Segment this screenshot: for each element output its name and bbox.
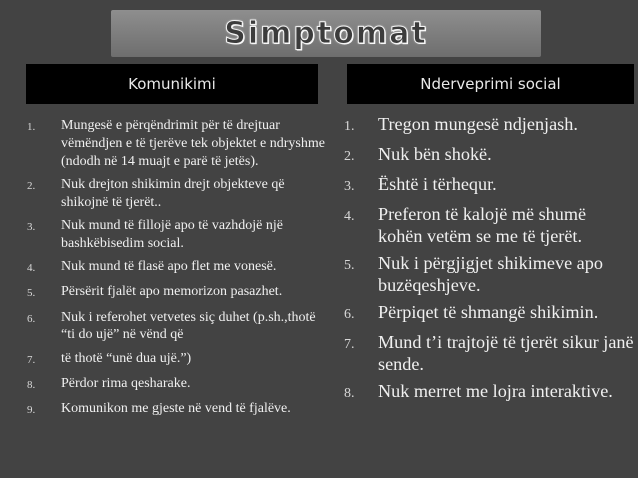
communication-list — [27, 117, 327, 426]
item-text: Mund t’i trajtojë të tjerët sikur janë sende. — [378, 332, 634, 374]
item-text: Komunikon me gjeste në vend të fjalëve. — [61, 401, 291, 417]
communication-item — [27, 217, 327, 253]
slide-title: Simptomat — [224, 16, 428, 51]
item-number: 7. — [27, 353, 36, 366]
social-interaction-item — [344, 380, 634, 405]
item-number: 4. — [27, 262, 36, 275]
communication-item — [27, 375, 327, 395]
communication-item — [27, 350, 327, 370]
communication-item — [27, 176, 327, 212]
item-text: Nuk mund të flasë apo flet me vonesë. — [61, 259, 277, 275]
item-text: Nuk drejton shikimin drejt objekteve që shikojnë të tjerët.. — [61, 176, 285, 210]
item-text: Mungesë e përqëndrimit për të drejtuar vëmëndjen e të tjerëve tek objektet e ndryshme (ndodh në 14 muajt e parë të jetës). — [61, 118, 325, 169]
communication-item — [27, 400, 327, 420]
item-text: Përsërit fjalët apo memorizon pasazhet. — [61, 284, 283, 300]
item-text: Preferon të kalojë më shumë kohën vetëm se me të tjerët. — [378, 204, 587, 246]
communication-item — [27, 117, 327, 170]
item-number: 5. — [344, 258, 355, 273]
item-number: 1. — [27, 121, 36, 133]
social-interaction-item — [344, 203, 634, 247]
item-number: 3. — [27, 220, 36, 233]
communication-item — [27, 258, 327, 278]
communication-item — [27, 309, 327, 345]
item-number: 7. — [344, 337, 355, 352]
item-number: 6. — [344, 307, 355, 322]
item-number: 4. — [344, 209, 355, 224]
communication-header-label: Komunikimi — [128, 75, 216, 93]
item-text: të thotë “unë dua ujë.”) — [61, 350, 192, 366]
item-text: Tregon mungesë ndjenjash. — [378, 114, 578, 134]
item-text: Nuk mund të fillojë apo të vazhdojë një bashkëbisedim social. — [61, 217, 283, 251]
item-number: 8. — [27, 379, 36, 392]
item-text: Nuk merret me lojra interaktive. — [378, 381, 613, 401]
item-number: 6. — [27, 312, 36, 325]
item-number: 3. — [344, 179, 355, 194]
social-interaction-header-label: Nderveprimi social — [420, 75, 561, 93]
item-text: Përpiqet të shmangë shikimin. — [378, 302, 599, 322]
social-interaction-item — [344, 143, 634, 168]
item-number: 8. — [344, 386, 355, 401]
social-interaction-item — [344, 173, 634, 198]
communication-item — [27, 283, 327, 303]
social-interaction-item — [344, 301, 634, 326]
item-number: 9. — [27, 404, 36, 417]
item-number: 2. — [27, 179, 36, 192]
item-text: Nuk i përgjigjet shikimeve apo buzëqeshjeve. — [378, 253, 603, 295]
item-text: Nuk bën shokë. — [378, 144, 492, 164]
social-interaction-item — [344, 113, 634, 138]
social-interaction-item — [344, 252, 634, 296]
social-interaction-list — [344, 113, 634, 410]
item-number: 1. — [344, 119, 355, 134]
item-text: Është i tërhequr. — [378, 174, 497, 194]
item-number: 5. — [27, 287, 36, 300]
item-text: Nuk i referohet vetvetes siç duhet (p.sh.,thotë “ti do ujë” në vënd që — [61, 309, 316, 343]
social-interaction-item — [344, 331, 634, 375]
item-number: 2. — [344, 149, 355, 164]
social-interaction-header — [347, 64, 634, 104]
item-text: Përdor rima qesharake. — [61, 376, 191, 392]
communication-header — [26, 64, 318, 104]
slide-title-banner — [111, 10, 541, 57]
